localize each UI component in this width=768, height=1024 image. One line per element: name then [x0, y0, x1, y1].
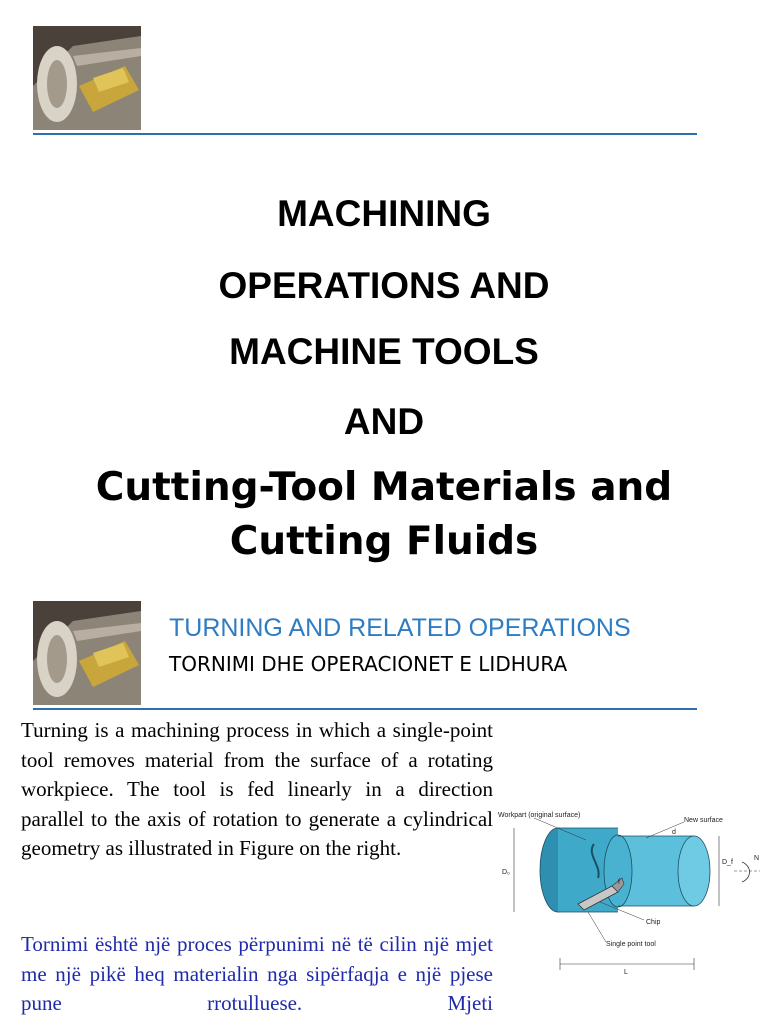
page-title-line-1: MACHINING [277, 193, 491, 234]
label-chip: Chip [646, 919, 661, 926]
page-subtitle-line-1: Cutting-Tool Materials and [95, 465, 673, 510]
section-rule [33, 708, 697, 710]
header-rule-top [33, 133, 697, 135]
label-new-surface: New surface [684, 817, 723, 824]
label-d0: D₀ [502, 869, 510, 876]
page-subtitle-line-2: Cutting Fluids [229, 519, 539, 564]
section-heading-sq: TORNIMI DHE OPERACIONET E LIDHURA [169, 652, 568, 676]
label-d: d [672, 829, 676, 836]
section-heading-en: TURNING AND RELATED OPERATIONS [169, 614, 631, 642]
page-title-line-2: OPERATIONS AND [218, 265, 550, 306]
turning-figure [494, 808, 768, 980]
cutting-tool-icon [33, 601, 141, 705]
label-tool: Single point tool [606, 941, 656, 948]
cutting-tool-image-top [33, 26, 141, 130]
cutting-tool-icon [33, 26, 141, 130]
label-n: N [754, 855, 760, 862]
paragraph-en: Turning is a machining process in which a single-point tool removes material from the surface of a rotating workpiece. The tool is fed linearly in a direction parallel to the axis of rotation to generate a cylindrical geometry as illustrated in Figure on the right. [21, 718, 493, 860]
label-f: f [618, 879, 620, 886]
page-title-line-3: MACHINE TOOLS [229, 331, 539, 372]
label-l: L [624, 969, 628, 976]
label-df: D_f [722, 859, 733, 866]
page-title-line-4: AND [343, 401, 425, 442]
paragraph-sq: Tornimi është një proces përpunimi në të cilin një mjet me një pikë heq materialin nga sipërfaqja e një pjese pune rrotulluese. Mjeti [21, 932, 493, 1015]
label-workpart: Workpart (original surface) [498, 812, 581, 819]
cutting-tool-image-section [33, 601, 141, 705]
